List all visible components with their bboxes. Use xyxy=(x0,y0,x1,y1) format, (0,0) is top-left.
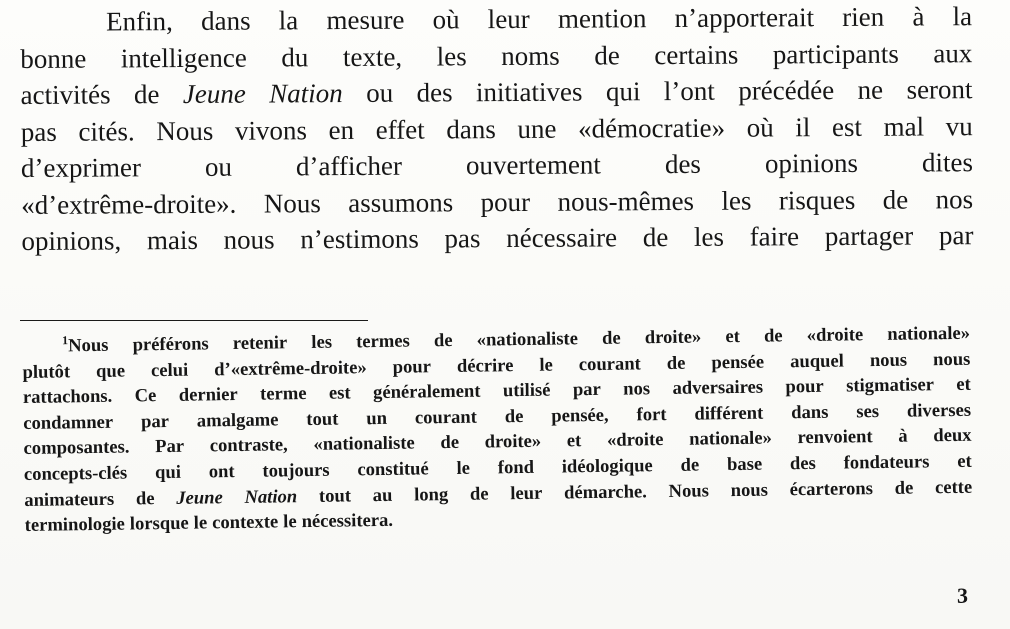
word: pour xyxy=(785,376,824,398)
word: «démocratie» xyxy=(578,112,726,144)
body-line xyxy=(21,108,973,150)
word: nous-mêmes xyxy=(557,185,695,217)
word: «nationaliste xyxy=(313,432,415,456)
word: pour xyxy=(480,186,531,217)
word: «droite xyxy=(806,324,864,347)
word: dans xyxy=(446,113,496,144)
word: deux xyxy=(933,425,972,447)
word: différent xyxy=(694,402,764,425)
word: des xyxy=(664,148,701,180)
body-line xyxy=(21,144,973,186)
word: nous xyxy=(223,224,275,255)
word: est xyxy=(831,111,863,142)
word: certains xyxy=(654,39,739,70)
word: stigmatiser xyxy=(845,374,935,397)
word: de xyxy=(504,405,524,428)
word: mais xyxy=(146,224,198,256)
word: dernier xyxy=(178,384,238,407)
word: nous xyxy=(932,348,971,370)
word: «droite xyxy=(606,429,664,452)
word: Nous xyxy=(668,479,710,502)
word: terminologie xyxy=(24,513,125,537)
word: courant xyxy=(578,352,641,375)
word: des xyxy=(416,77,453,108)
word: dans xyxy=(791,401,829,424)
word: par xyxy=(938,220,974,251)
word: où xyxy=(432,4,460,35)
word: base xyxy=(726,453,763,476)
word: pour xyxy=(392,355,432,378)
word: de xyxy=(135,487,155,509)
word: précédée xyxy=(738,75,835,106)
word: ne xyxy=(857,74,884,105)
body-paragraph xyxy=(20,0,974,259)
word: aux xyxy=(933,37,973,68)
word: composantes. xyxy=(23,436,130,460)
word: Nation xyxy=(269,78,343,109)
word: contraste, xyxy=(209,434,288,457)
word: que xyxy=(95,360,126,382)
word: ouvertement xyxy=(465,149,601,181)
word: contexte xyxy=(211,511,279,534)
word: idéologique xyxy=(561,455,653,478)
word: et xyxy=(725,325,741,348)
word: de xyxy=(594,39,620,70)
body-line xyxy=(21,181,973,223)
word: qui xyxy=(154,461,182,484)
body-line xyxy=(20,71,972,113)
word: concepts-clés xyxy=(23,462,128,485)
word: ses xyxy=(856,400,880,423)
word: Jeune xyxy=(176,486,223,509)
word: assumons xyxy=(348,186,454,218)
word: de xyxy=(763,325,783,347)
word: toujours xyxy=(262,459,330,482)
word: diverses xyxy=(906,399,972,422)
word: écarterons xyxy=(789,477,874,500)
word: des xyxy=(789,452,816,475)
word: démarche. xyxy=(563,480,647,504)
word: auquel xyxy=(789,350,845,372)
word: courant xyxy=(414,406,478,429)
body-line xyxy=(21,217,973,259)
word: dans xyxy=(200,5,251,36)
footnote-marker: 1 xyxy=(61,333,69,348)
word: de xyxy=(882,184,909,215)
word: nationale» xyxy=(689,427,772,451)
word: de xyxy=(440,432,460,454)
word: dites xyxy=(921,147,974,178)
word: «d’extrême-droite». xyxy=(21,188,237,220)
word: plutôt xyxy=(22,360,71,383)
word: une xyxy=(517,113,557,144)
word: du xyxy=(281,41,309,72)
word: adversaires xyxy=(672,376,764,400)
word: nécessaire xyxy=(506,222,618,254)
word: d’afficher xyxy=(295,150,403,182)
word: termes xyxy=(355,330,410,353)
word: rattachons. xyxy=(22,385,113,409)
word: n’estimons xyxy=(300,223,419,255)
word: à xyxy=(898,426,908,448)
word: vivons xyxy=(234,114,308,146)
word: pas xyxy=(20,116,57,147)
word: faire xyxy=(749,221,800,252)
word: retenir xyxy=(232,332,288,355)
word: Jeune xyxy=(182,78,246,110)
word: et xyxy=(566,430,582,452)
word: décrire xyxy=(456,354,514,377)
word: leur xyxy=(510,482,543,504)
word: le xyxy=(456,457,471,479)
word: la xyxy=(278,5,299,36)
word: partager xyxy=(824,220,914,252)
word: Enfin, xyxy=(106,6,173,37)
word: celui xyxy=(150,359,189,381)
word: leur xyxy=(487,3,530,35)
word: mesure xyxy=(326,4,405,36)
word: pensée xyxy=(711,351,765,373)
word: tout xyxy=(318,484,352,507)
word: condamner xyxy=(23,411,114,434)
word: fort xyxy=(636,403,667,426)
word: pas xyxy=(444,223,481,254)
word: droite» xyxy=(484,431,542,453)
word: à xyxy=(912,1,925,32)
word: opinions, xyxy=(21,225,122,256)
word: cités. xyxy=(78,115,135,147)
word: nécessitera. xyxy=(301,509,394,533)
word: un xyxy=(366,407,388,429)
footnote xyxy=(22,321,973,539)
word: $^1$Nous xyxy=(61,333,109,357)
word: de xyxy=(894,477,914,499)
word: risques xyxy=(778,184,856,215)
word: par xyxy=(572,379,601,401)
word: «nationaliste xyxy=(476,328,579,351)
word: l’ont xyxy=(663,75,715,107)
word: initiatives xyxy=(475,76,583,108)
word: nos xyxy=(623,378,651,400)
word: pensée, xyxy=(551,404,609,427)
word: d’«extrême-droite» xyxy=(214,356,367,380)
word: terme xyxy=(259,383,307,405)
word: nous xyxy=(730,479,769,501)
word: les xyxy=(721,185,752,216)
footnote-separator xyxy=(20,320,368,321)
word: activités xyxy=(20,79,111,110)
word: il xyxy=(795,111,811,142)
word: Par xyxy=(155,436,185,458)
word: opinions xyxy=(764,147,859,179)
word: nationale» xyxy=(887,322,971,345)
word: le xyxy=(539,354,553,376)
word: intelligence xyxy=(120,42,247,73)
word: constitué xyxy=(357,458,429,481)
word: de xyxy=(133,79,160,110)
word: nous xyxy=(869,349,908,371)
word: animateurs xyxy=(24,488,115,511)
word: noms xyxy=(501,40,560,71)
word: de xyxy=(601,327,621,349)
word: les xyxy=(436,40,467,71)
word: les xyxy=(693,221,725,252)
word: de xyxy=(433,329,453,352)
body-line xyxy=(20,35,972,77)
word: rien xyxy=(842,1,885,32)
word: Nous xyxy=(156,115,214,146)
word: renvoient xyxy=(797,426,873,449)
word: le xyxy=(193,512,208,534)
word: et xyxy=(957,450,972,472)
word: de xyxy=(642,222,669,253)
word: préférons xyxy=(132,333,209,356)
word: nos xyxy=(935,183,974,214)
word: participants xyxy=(772,38,899,69)
word: fond xyxy=(497,456,535,479)
word: texte, xyxy=(342,41,403,72)
word: utilisé xyxy=(502,379,551,402)
word: de xyxy=(666,352,686,374)
word: et xyxy=(956,373,971,396)
word: le xyxy=(283,511,297,533)
word: généralement xyxy=(372,380,481,404)
word: Nous xyxy=(263,187,321,219)
word: effet xyxy=(375,114,425,145)
word: fondateurs xyxy=(843,451,930,474)
word: droite» xyxy=(644,326,702,349)
word: long xyxy=(413,483,449,506)
word: mention xyxy=(557,3,647,34)
word: par xyxy=(140,410,170,433)
word: de xyxy=(469,483,489,505)
word: n’apporterait xyxy=(674,2,815,34)
body-line xyxy=(20,0,972,40)
word: cette xyxy=(934,476,973,498)
page-number: 3 xyxy=(957,583,968,608)
word: ou xyxy=(204,151,233,182)
word: en xyxy=(328,114,355,145)
word: de xyxy=(680,454,700,476)
word: qui xyxy=(605,76,641,107)
word: tout xyxy=(306,408,339,430)
word: ont xyxy=(208,461,235,483)
word: mal xyxy=(883,110,925,142)
word: au xyxy=(372,484,393,506)
word: d’exprimer xyxy=(20,152,142,183)
word: les xyxy=(311,331,333,353)
word: est xyxy=(328,382,351,404)
word: vu xyxy=(945,110,973,141)
word: où xyxy=(746,111,774,143)
word: lorsque xyxy=(129,512,189,535)
word: ou xyxy=(366,77,394,108)
word: la xyxy=(952,1,973,32)
word: amalgame xyxy=(196,409,279,432)
word: Nation xyxy=(244,485,298,508)
word: bonne xyxy=(20,43,87,74)
word: seront xyxy=(906,74,973,105)
word: Ce xyxy=(134,385,157,407)
